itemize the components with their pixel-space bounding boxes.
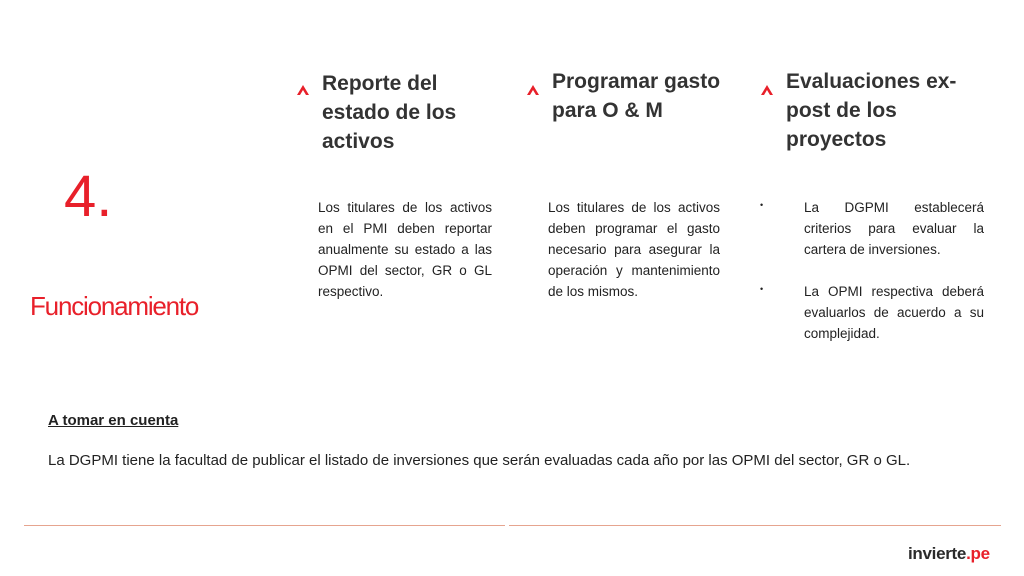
caret-up-icon — [526, 84, 540, 96]
divider — [24, 525, 1001, 526]
list-item: • La DGPMI establecerá criterios para evaluar la cartera de inversiones. — [760, 200, 984, 257]
list-item: • La OPMI respectiva deberá evaluarlos de acuerdo a su complejidad. — [760, 283, 984, 341]
divider-gap — [505, 523, 509, 528]
column-title: Reporte del estado de los activos — [322, 72, 457, 153]
note — [48, 410, 978, 472]
bullet-icon: • — [760, 200, 764, 210]
column-programar — [526, 70, 736, 126]
bullet-icon: • — [760, 283, 764, 294]
note-text: La DGPMI tiene la facultad de publicar el listado de inversiones que serán evaluadas cada año por las OPMI del sector, GR o GL. — [48, 451, 911, 469]
column-evaluaciones — [760, 70, 980, 155]
column-body: Los titulares de los activos en el PMI deben reportar anualmente su estado a las OPMI del sector, GR o GL respectivo. — [318, 200, 492, 299]
column-title: Evaluaciones ex-post de los proyectos — [786, 70, 957, 151]
caret-up-icon — [760, 84, 774, 96]
invierte-logo: invierte.pe — [908, 544, 990, 563]
caret-up-icon — [296, 84, 310, 96]
column-body: Los titulares de los activos deben programar el gasto necesario para asegurar la operación y mantenimiento de los mismos. — [548, 200, 720, 299]
column-reporte — [296, 70, 506, 157]
bullet-list — [760, 198, 984, 345]
section-number: 4. — [64, 164, 113, 229]
section-title: Funcionamiento — [30, 291, 199, 321]
column-title: Programar gasto para O & M — [552, 70, 721, 122]
note-heading: A tomar en cuenta — [48, 412, 179, 429]
column-body — [760, 198, 984, 366]
